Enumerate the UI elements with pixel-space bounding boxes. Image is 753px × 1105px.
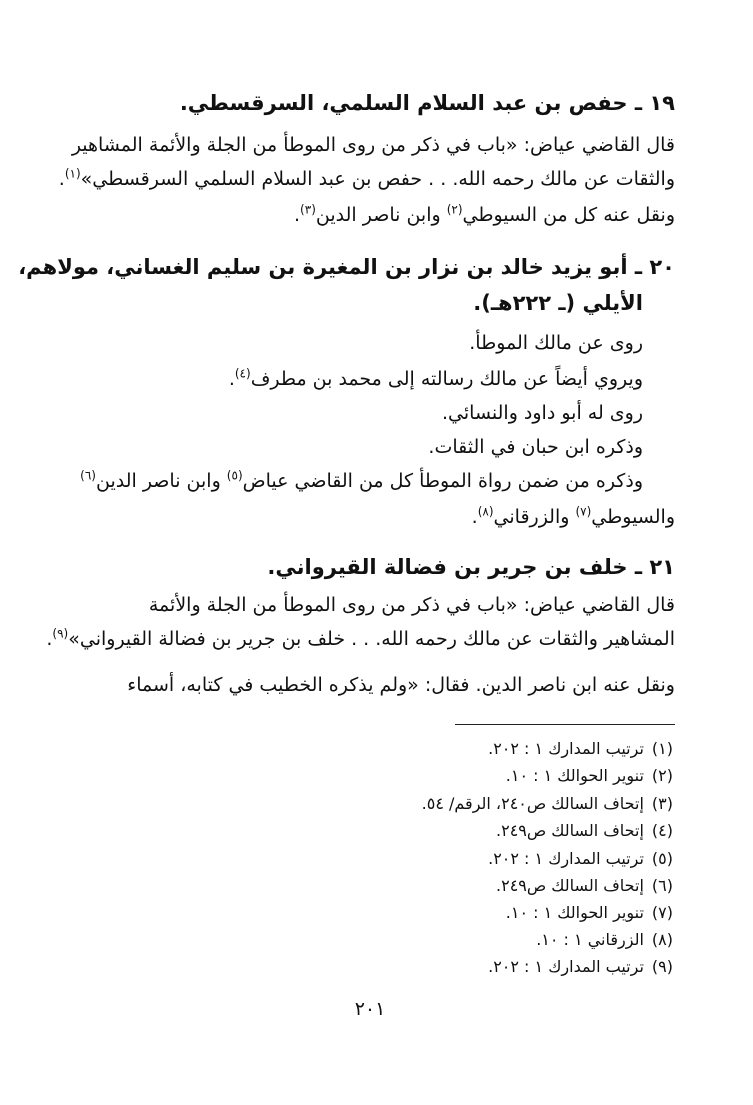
footnote-4 xyxy=(496,820,673,842)
footnote-divider xyxy=(455,724,675,725)
entry-20-line-2 xyxy=(229,364,643,394)
footnote-number: (٩) xyxy=(651,957,673,976)
entry-20-line-5-a: وذكره من ضمن رواة الموطأ كل من القاضي عياض xyxy=(242,470,643,492)
footnote-number: (٢) xyxy=(651,766,673,785)
footnote-number: (٥) xyxy=(651,849,673,868)
entry-19-line-3 xyxy=(294,200,675,230)
entry-20-heading-1: ٢٠ ـ أبو يزيد خالد بن نزار بن المغيرة بن سليم الغساني، مولاهم، xyxy=(18,255,675,279)
footnote-number: (١) xyxy=(651,739,673,758)
entry-20-line-6 xyxy=(472,502,675,532)
entry-20-line-4: وذكره ابن حبان في الثقات. xyxy=(428,436,643,458)
entry-19-line-2-end: . xyxy=(58,168,65,190)
footnote-number: (٧) xyxy=(651,903,673,922)
entry-20-line-5 xyxy=(80,466,643,496)
entry-21-heading: ٢١ ـ خلف بن جرير بن فضالة القيرواني. xyxy=(267,555,675,579)
footnote-ref-7: (٧) xyxy=(575,504,592,519)
footnote-ref-9: (٩) xyxy=(52,626,69,641)
entry-19-line-3-a: ونقل عنه كل من السيوطي xyxy=(462,204,675,226)
footnote-text: الزرقاني ١ : ١٠. xyxy=(536,930,644,949)
footnote-1 xyxy=(488,738,673,760)
entry-20-heading-2: الأيلي (ـ ٢٢٢هـ). xyxy=(473,291,643,315)
entry-20-line-2-end: . xyxy=(228,368,235,390)
footnote-text: إتحاف السالك ص٢٤٩. xyxy=(496,821,644,840)
entry-21-line-2-end: . xyxy=(46,628,53,650)
entry-20-line-6-a: والسيوطي xyxy=(591,506,675,528)
footnote-ref-3: (٣) xyxy=(300,202,316,217)
entry-21-line-1: قال القاضي عياض: «باب في ذكر من روى الموطأ من الجلة والأئمة xyxy=(148,594,675,616)
footnote-7 xyxy=(506,902,673,924)
footnote-ref-8: (٨) xyxy=(477,504,494,519)
footnote-number: (٣) xyxy=(651,794,673,813)
entry-21-line-2 xyxy=(46,624,675,654)
footnote-text: إتحاف السالك ص٢٤٩. xyxy=(496,876,644,895)
footnote-ref-5: (٥) xyxy=(226,468,243,483)
entry-20-line-6-end: . xyxy=(471,506,478,528)
footnote-text: تنوير الحوالك ١ : ١٠. xyxy=(505,903,644,922)
footnote-text: إتحاف السالك ص٢٤٠، الرقم/ ٥٤. xyxy=(421,794,644,813)
entry-21-line-3: ونقل عنه ابن ناصر الدين. فقال: «ولم يذكره الخطيب في كتابه، أسماء xyxy=(127,674,675,696)
footnote-text: ترتيب المدارك ١ : ٢٠٢. xyxy=(488,957,644,976)
footnote-2 xyxy=(506,765,673,787)
footnote-number: (٨) xyxy=(651,930,673,949)
entry-20-line-6-b: والزرقاني xyxy=(493,506,576,528)
footnote-ref-2: (٢) xyxy=(446,202,463,217)
footnote-ref-6: (٦) xyxy=(80,468,96,483)
entry-19-line-2-text: والثقات عن مالك رحمه الله. . . حفص بن عبد السلام السلمي السرقسطي» xyxy=(80,168,675,190)
footnote-ref-4: (٤) xyxy=(234,366,251,381)
entry-20-line-2-a: ويروي أيضاً عن مالك رسالته إلى محمد بن مطرف xyxy=(250,368,643,390)
footnote-9 xyxy=(488,956,673,978)
entry-20-line-1: روى عن مالك الموطأ. xyxy=(469,332,643,354)
footnote-5 xyxy=(488,848,673,870)
entry-21-line-2-text: المشاهير والثقات عن مالك رحمه الله. . . خلف بن جرير بن فضالة القيرواني» xyxy=(68,628,675,650)
footnote-text: ترتيب المدارك ١ : ٢٠٢. xyxy=(488,739,644,758)
entry-19-heading: ١٩ ـ حفص بن عبد السلام السلمي، السرقسطي. xyxy=(179,91,675,115)
footnote-text: ترتيب المدارك ١ : ٢٠٢. xyxy=(488,849,644,868)
entry-19-line-3-b: وابن ناصر الدين xyxy=(315,204,447,226)
footnote-number: (٤) xyxy=(651,821,673,840)
page-number: ٢٠١ xyxy=(354,998,386,1020)
footnote-number: (٦) xyxy=(651,876,673,895)
entry-20-line-3: روى له أبو داود والنسائي. xyxy=(442,402,643,424)
entry-19-line-3-end: . xyxy=(294,204,301,226)
footnote-ref-1: (١) xyxy=(64,166,81,181)
footnote-3 xyxy=(422,793,673,815)
entry-19-line-2 xyxy=(59,164,675,194)
footnote-8 xyxy=(536,929,673,951)
entry-19-line-1 xyxy=(72,130,675,160)
footnote-text: تنوير الحوالك ١ : ١٠. xyxy=(505,766,644,785)
entry-19-line-1-text: قال القاضي عياض: «باب في ذكر من روى الموطأ من الجلة والأئمة المشاهير xyxy=(71,134,675,156)
footnote-6 xyxy=(496,875,673,897)
entry-20-line-5-b: وابن ناصر الدين xyxy=(95,470,227,492)
